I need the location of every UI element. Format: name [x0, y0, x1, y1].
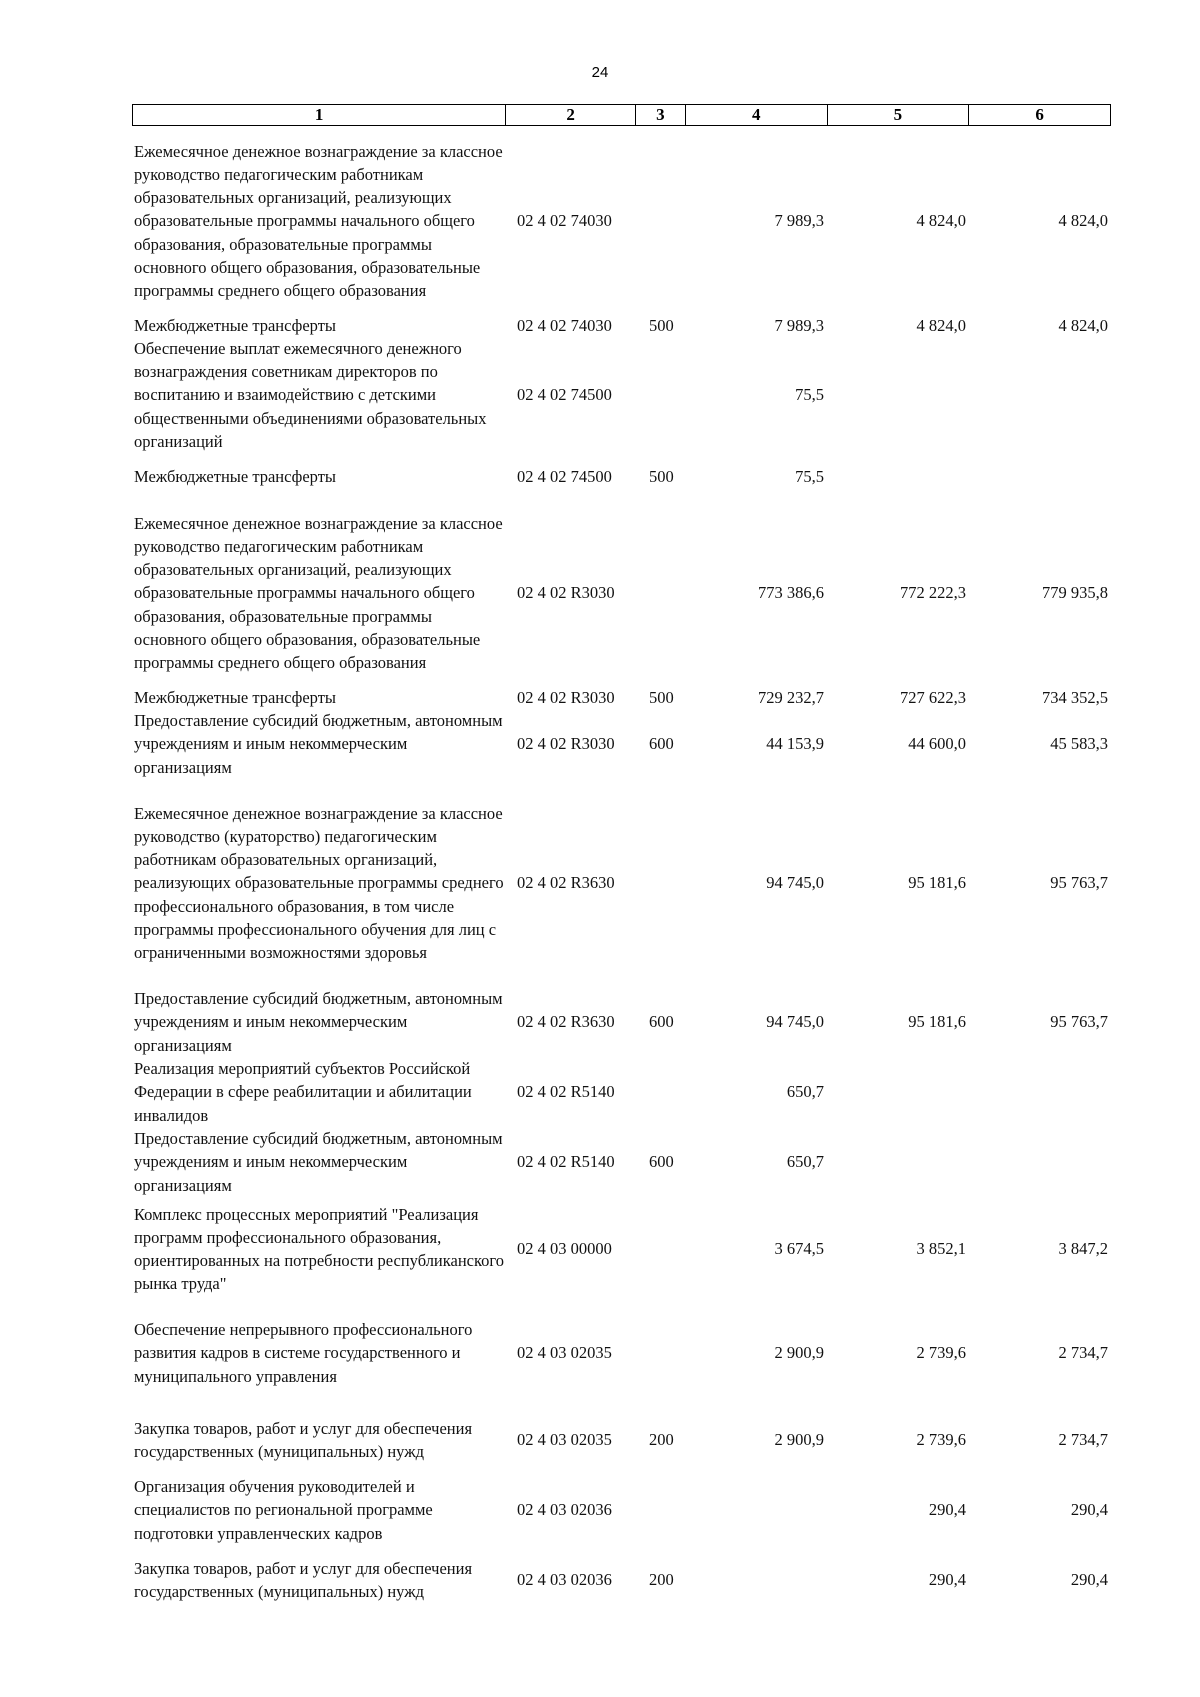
row-value-6: 779 935,8 [1042, 583, 1108, 603]
row-value-5: 727 622,3 [900, 687, 966, 707]
row-value-4: 7 989,3 [774, 211, 824, 231]
row-value-4: 773 386,6 [758, 583, 824, 603]
row-value-4: 650,7 [786, 1082, 824, 1102]
row-type: 500 [649, 466, 674, 486]
row-description: Межбюджетные трансферты [134, 687, 337, 707]
row-value-4: 650,7 [786, 1152, 824, 1172]
row-description: Ежемесячное денежное вознаграждение за классное руководство педагогическим работникам образовательных организаций, реализующих образовательные программы начального общего образования, образовательные программы основного общего образования, образовательные программы среднего общего образования [134, 141, 503, 300]
row-value-4: 75,5 [795, 466, 824, 486]
table-row [132, 709, 1111, 779]
table-row [132, 1197, 1111, 1301]
page-number: 24 [591, 64, 609, 81]
row-value-5: 3 852,1 [916, 1239, 966, 1259]
row-value-5: 95 181,6 [908, 1012, 966, 1032]
header-col-5: 5 [827, 105, 969, 125]
row-value-4: 7 989,3 [774, 315, 824, 335]
row-description: Межбюджетные трансферты [134, 315, 337, 335]
row-value-5: 44 600,0 [908, 734, 966, 754]
row-type: 500 [649, 315, 674, 335]
row-code: 02 4 03 02035 [517, 1430, 612, 1450]
row-value-5: 95 181,6 [908, 873, 966, 893]
table-row [132, 453, 1111, 500]
table-row [132, 128, 1111, 314]
row-description: Межбюджетные трансферты [134, 466, 337, 486]
row-type: 200 [649, 1430, 674, 1450]
row-code: 02 4 03 02036 [517, 1570, 612, 1590]
row-type: 600 [649, 1152, 674, 1172]
row-description: Предоставление субсидий бюджетным, автономным учреждениям и иным некоммерческим организациям [134, 989, 503, 1055]
row-description: Обеспечение непрерывного профессионального развития кадров в системе государственного и муниципального управления [134, 1320, 473, 1386]
row-value-6: 2 734,7 [1058, 1343, 1108, 1363]
row-value-4: 94 745,0 [766, 1012, 824, 1032]
row-value-4: 2 900,9 [774, 1343, 824, 1363]
table-row [132, 779, 1111, 987]
row-value-4: 729 232,7 [758, 687, 824, 707]
row-description: Реализация мероприятий субъектов Российской Федерации в сфере реабилитации и абилитации инвалидов [134, 1059, 472, 1125]
header-col-1: 1 [314, 105, 324, 124]
row-value-6: 95 763,7 [1050, 873, 1108, 893]
row-code: 02 4 02 74500 [517, 466, 612, 486]
row-value-4: 3 674,5 [774, 1239, 824, 1259]
table-row [132, 1057, 1111, 1127]
table-row [132, 686, 1111, 709]
table-row [132, 500, 1111, 686]
row-description: Предоставление субсидий бюджетным, автономным учреждениям и иным некоммерческим организациям [134, 711, 503, 777]
row-value-6: 2 734,7 [1058, 1430, 1108, 1450]
row-code: 02 4 02 R5140 [517, 1152, 615, 1172]
row-code: 02 4 02 R3030 [517, 734, 615, 754]
table-row [132, 1545, 1111, 1615]
row-code: 02 4 02 R5140 [517, 1082, 615, 1102]
row-type: 600 [649, 734, 674, 754]
row-value-6: 4 824,0 [1058, 315, 1108, 335]
header-col-4: 4 [685, 105, 827, 125]
row-code: 02 4 02 74500 [517, 385, 612, 405]
row-description: Ежемесячное денежное вознаграждение за классное руководство педагогическим работникам образовательных организаций, реализующих образовательные программы начального общего образования, образовательные программы основного общего образования, образовательные программы среднего общего образования [134, 513, 503, 672]
row-value-5: 2 739,6 [916, 1430, 966, 1450]
row-value-5: 290,4 [928, 1570, 966, 1590]
row-description: Закупка товаров, работ и услуг для обеспечения государственных (муниципальных) нужд [134, 1418, 473, 1461]
row-value-5: 4 824,0 [916, 211, 966, 231]
row-value-6: 3 847,2 [1058, 1239, 1108, 1259]
table-row [132, 1405, 1111, 1475]
row-value-6: 290,4 [1070, 1570, 1108, 1590]
row-value-6: 95 763,7 [1050, 1012, 1108, 1032]
table-row [132, 1127, 1111, 1197]
table-row [132, 337, 1111, 453]
row-value-6: 290,4 [1070, 1500, 1108, 1520]
row-description: Организация обучения руководителей и специалистов по региональной программе подготовки управленческих кадров [134, 1477, 433, 1543]
table-row [132, 987, 1111, 1057]
row-description: Комплекс процессных мероприятий "Реализация программ профессионального образования, ориентированных на потребности республиканского рынка труда" [134, 1204, 505, 1294]
row-value-6: 45 583,3 [1050, 734, 1108, 754]
row-code: 02 4 03 00000 [517, 1239, 612, 1259]
row-value-4: 2 900,9 [774, 1430, 824, 1450]
row-value-4: 44 153,9 [766, 734, 824, 754]
row-code: 02 4 03 02035 [517, 1343, 612, 1363]
row-code: 02 4 02 74030 [517, 211, 612, 231]
row-value-6: 4 824,0 [1058, 211, 1108, 231]
row-code: 02 4 02 R3630 [517, 873, 615, 893]
row-code: 02 4 02 R3630 [517, 1012, 615, 1032]
table-header [132, 104, 1111, 126]
table-row [132, 1475, 1111, 1545]
table-row [132, 1301, 1111, 1405]
row-code: 02 4 02 74030 [517, 315, 612, 335]
row-value-6: 734 352,5 [1042, 687, 1108, 707]
row-type: 200 [649, 1570, 674, 1590]
row-description: Закупка товаров, работ и услуг для обеспечения государственных (муниципальных) нужд [134, 1558, 473, 1601]
row-description: Предоставление субсидий бюджетным, автономным учреждениям и иным некоммерческим организациям [134, 1129, 503, 1195]
row-value-5: 772 222,3 [900, 583, 966, 603]
header-col-3: 3 [635, 105, 685, 125]
row-value-5: 2 739,6 [916, 1343, 966, 1363]
row-type: 600 [649, 1012, 674, 1032]
row-description: Обеспечение выплат ежемесячного денежного вознаграждения советникам директоров по воспитанию и взаимодействию с детскими общественными объединениями образовательных организаций [134, 339, 487, 451]
row-value-5: 290,4 [928, 1500, 966, 1520]
table-row [132, 314, 1111, 337]
row-code: 02 4 02 R3030 [517, 687, 615, 707]
row-code: 02 4 03 02036 [517, 1500, 612, 1520]
row-description: Ежемесячное денежное вознаграждение за классное руководство (кураторство) педагогическим работникам образовательных организаций, реализующих образовательные программы среднего профессионального образования, в том числе программы профессионального обучения для лиц с ограниченными возможностями здоровья [134, 803, 504, 962]
header-col-6: 6 [968, 105, 1110, 125]
row-code: 02 4 02 R3030 [517, 583, 615, 603]
row-value-4: 94 745,0 [766, 873, 824, 893]
header-col-2: 2 [505, 105, 635, 125]
row-type: 500 [649, 687, 674, 707]
row-value-5: 4 824,0 [916, 315, 966, 335]
row-value-4: 75,5 [795, 385, 824, 405]
budget-table [132, 128, 1111, 1615]
